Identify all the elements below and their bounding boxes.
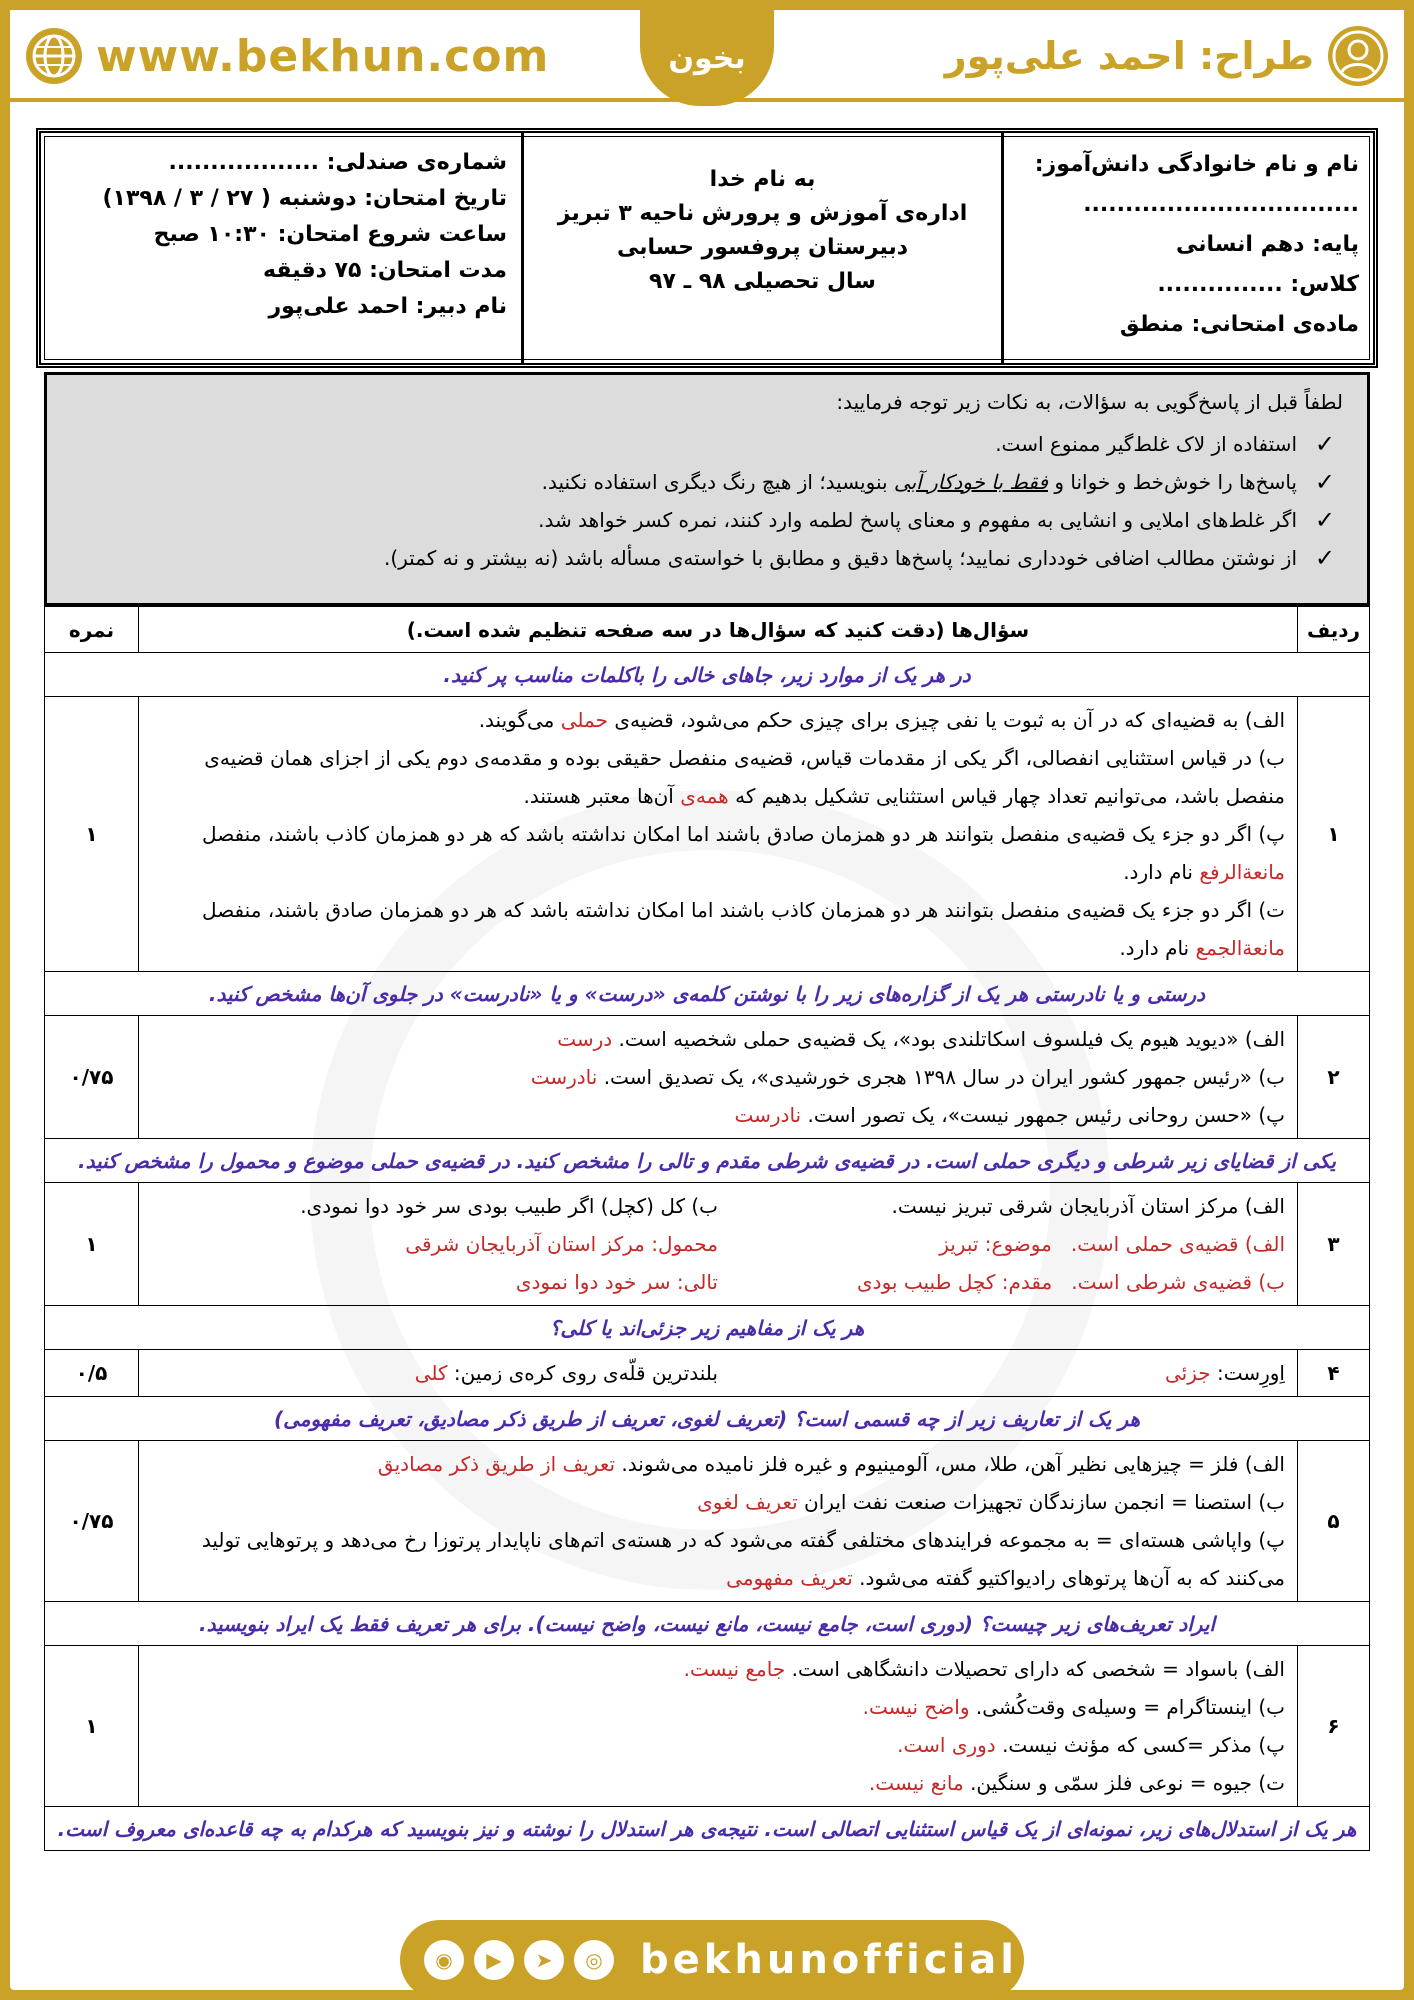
globe-icon bbox=[26, 28, 82, 84]
check-icon: ✓ bbox=[1314, 544, 1335, 572]
question-instruction: هر یک از استدلال‌های زیر، نمونه‌ای از یک قیاس استثنایی اتصالی است. نتیجه‌ی هر استدلال را نوشته و نیز بنویسید که هرکدام به چه قاعده‌ای معروف است. bbox=[45, 1807, 1370, 1851]
website-link[interactable] bbox=[26, 26, 549, 86]
designer-name: طراح: احمد علی‌پور bbox=[944, 34, 1314, 78]
table-header bbox=[45, 607, 1370, 653]
table-row: ۴ اِورِست: جزئی بلندترین قلّه‌ی روی کره‌ی زمین: کلی ۰/۵ bbox=[45, 1350, 1370, 1397]
subject: ماده‌ی امتحانی: منطق bbox=[1119, 312, 1359, 337]
aparat-icon[interactable]: ◉ bbox=[424, 1940, 464, 1980]
education-office: اداره‌ی آموزش و پرورش ناحیه ۳ تبریز bbox=[557, 201, 968, 226]
table-row: ۵ الف) فلز = چیزهایی نظیر آهن، طلا، مس، آلومینیوم و غیره فلز نامیده می‌شوند. تعریف از طریق ذکر مصادیق ب) استصنا = انجمن سازندگان تجهیزات صنعت نفت ایران تعریف لغوی پ) واپاشی هسته‌ای = به مجموعه فرایندهای مختلفی گفته می‌شود که در هسته‌ی اتم‌های ناپایدار پرتوزا رخ می‌دهد و پرتوهایی تولید می‌کنند که به آن‌ها پرتوهای رادیواکتیو گفته می‌شود. تعریف مفهومی ۰/۷۵ bbox=[45, 1441, 1370, 1602]
exam-header bbox=[36, 128, 1378, 368]
question-2: الف) «دیوید هیوم یک فیلسوف اسکاتلندی بود»، یک قضیه‌ی حملی شخصیه است. درست ب) «رئیس جمهور کشور ایران در سال ۱۳۹۸ هجری خورشیدی»، یک تصدیق است. نادرست پ) «حسن روحانی رئیس جمهور نیست»، یک تصور است. نادرست bbox=[139, 1016, 1298, 1139]
check-icon: ✓ bbox=[1314, 468, 1335, 496]
instruction-item: ✓ استفاده از لاک غلط‌گیر ممنوع است. bbox=[71, 425, 1343, 463]
seat-number: شماره‌ی صندلی: .................. bbox=[168, 150, 507, 175]
check-icon: ✓ bbox=[1314, 430, 1335, 458]
question-4: اِورِست: جزئی بلندترین قلّه‌ی روی کره‌ی زمین: کلی bbox=[139, 1350, 1298, 1397]
grade: پایه: دهم انسانی bbox=[1175, 232, 1359, 257]
col-row: ردیف bbox=[1298, 607, 1370, 653]
col-score: نمره bbox=[45, 607, 139, 653]
teacher-name: نام دبیر: احمد علی‌پور bbox=[268, 294, 507, 319]
question-instruction: در هر یک از موارد زیر، جاهای خالی را باکلمات مناسب پر کنید. bbox=[45, 653, 1370, 697]
question-3: الف) مرکز استان آذربایجان شرقی تبریز نیست. ب) کل (کچل) اگر طبیب بودی سر خود دوا نمودی. الف) قضیه‌ی حملی است. موضوع: تبریز محمول: مرکز استان آذربایجان شرقی ب) قضیه‌ی شرطی است. مقدم: کچل طبیب بودی تالی: سر خود دوا نمودی bbox=[139, 1183, 1298, 1306]
question-5: الف) فلز = چیزهایی نظیر آهن، طلا، مس، آلومینیوم و غیره فلز نامیده می‌شوند. تعریف از طریق ذکر مصادیق ب) استصنا = انجمن سازندگان تجهیزات صنعت نفت ایران تعریف لغوی پ) واپاشی هسته‌ای = به مجموعه فرایندهای مختلفی گفته می‌شود که در هسته‌ی اتم‌های ناپایدار پرتوزا رخ می‌دهد و پرتوهایی تولید می‌کنند که به آن‌ها پرتوهای رادیواکتیو گفته می‌شود. تعریف مفهومی bbox=[139, 1441, 1298, 1602]
instagram-icon[interactable]: ◎ bbox=[574, 1940, 614, 1980]
questions-table bbox=[44, 606, 1370, 1851]
exam-date: تاریخ امتحان: دوشنبه ( ۲۷ / ۳ / ۱۳۹۸) bbox=[102, 186, 507, 211]
instruction-item: ✓ از نوشتن مطالب اضافی خودداری نمایید؛ پاسخ‌ها دقیق و مطابق با خواسته‌ی مسأله باشد (نه بیشتر و نه کمتر). bbox=[71, 539, 1343, 577]
school-name: دبیرستان پروفسور حسابی bbox=[616, 235, 909, 260]
instructions-box bbox=[44, 372, 1370, 606]
student-info bbox=[1001, 133, 1373, 363]
youtube-icon[interactable]: ▶ bbox=[474, 1940, 514, 1980]
social-handle[interactable]: bekhunofficial bbox=[640, 1937, 1018, 1983]
question-instruction: درستی و یا نادرستی هر یک از گزاره‌های زیر را با نوشتن کلمه‌ی «درست» و یا «نادرست» در جلوی آن‌ها مشخص کنید. bbox=[45, 972, 1370, 1016]
basmala: به نام خدا bbox=[709, 167, 816, 192]
question-instruction: هر یک از مفاهیم زیر جزئی‌اند یا کلی؟ bbox=[45, 1306, 1370, 1350]
page bbox=[10, 10, 1404, 1990]
question-1: الف) به قضیه‌ای که در آن به ثبوت یا نفی چیزی برای چیزی حکم می‌شود، قضیه‌ی حملی می‌گویند. ب) در قیاس استثنایی انفصالی، اگر یکی از مقدمات قیاس، قضیه‌ی منفصل حقیقی بوده و مقدمه‌ی دوم یکی از اجزای همان قضیه‌ی منفصل باشد، می‌توانیم تعداد چهار قیاس استثنایی تشکیل بدهیم که همه‌ی آن‌ها معتبر هستند. پ) اگر دو جزء یک قضیه‌ی منفصل بتوانند هر دو همزمان صادق باشند اما امکان نداشته باشد که هر دو همزمان کاذب باشند، منفصل مانعةالرفع نام دارد. ت) اگر دو جزء یک قضیه‌ی منفصل بتوانند هر دو همزمان کاذب باشند اما امکان نداشته باشد که هر دو همزمان صادق باشند، منفصل مانعةالجمع نام دارد. bbox=[139, 697, 1298, 972]
user-icon bbox=[1328, 26, 1388, 86]
table-row: ۳ الف) مرکز استان آذربایجان شرقی تبریز نیست. ب) کل (کچل) اگر طبیب بودی سر خود دوا نمودی. الف) قضیه‌ی حملی است. موضوع: تبریز محمول: مرکز استان آذربایجان شرقی ب) قضیه‌ی شرطی است. مقدم: کچل طبیب بودی تالی: سر خود دوا نمودی ۱ bbox=[45, 1183, 1370, 1306]
question-instruction: ایراد تعریف‌های زیر چیست؟ (دوری است، جامع نیست، مانع نیست، واضح نیست). برای هر تعریف فقط یک ایراد بنویسید. bbox=[45, 1602, 1370, 1646]
col-question: سؤال‌ها (دقت کنید که سؤال‌ها در سه صفحه تنظیم شده است.) bbox=[139, 607, 1298, 653]
instruction-item: ✓ اگر غلط‌های املایی و انشایی به مفهوم و معنای پاسخ لطمه وارد کنند، نمره کسر خواهد شد. bbox=[71, 501, 1343, 539]
instructions-intro: لطفاً قبل از پاسخ‌گویی به سؤالات، به نکات زیر توجه فرمایید: bbox=[836, 390, 1343, 414]
question-6: الف) باسواد = شخصی که دارای تحصیلات دانشگاهی است. جامع نیست. ب) اینستاگرام = وسیله‌ی وقت‌کُشی. واضح نیست. پ) مذکر =کسی که مؤنث نیست. دوری است. ت) جیوه = نوعی فلز سمّی و سنگین. مانع نیست. bbox=[139, 1646, 1298, 1807]
brand-logo bbox=[640, 10, 774, 106]
website-text: www.bekhun.com bbox=[96, 30, 550, 82]
designer-credit bbox=[945, 26, 1388, 86]
class: کلاس: ............... bbox=[1157, 272, 1359, 297]
social-footer bbox=[400, 1920, 1024, 2000]
table-row: ۱ الف) به قضیه‌ای که در آن به ثبوت یا نفی چیزی برای چیزی حکم می‌شود، قضیه‌ی حملی می‌گویند. ب) در قیاس استثنایی انفصالی، اگر یکی از مقدمات قیاس، قضیه‌ی منفصل حقیقی بوده و مقدمه‌ی دوم یکی از اجزای همان قضیه‌ی منفصل باشد، می‌توانیم تعداد چهار قیاس استثنایی تشکیل بدهیم که همه‌ی آن‌ها معتبر هستند. پ) اگر دو جزء یک قضیه‌ی منفصل بتوانند هر دو همزمان صادق باشند اما امکان نداشته باشد که هر دو همزمان کاذب باشند، منفصل مانعةالرفع نام دارد. ت) اگر دو جزء یک قضیه‌ی منفصل بتوانند هر دو همزمان کاذب باشند اما امکان نداشته باشد که هر دو همزمان صادق باشند، منفصل مانعةالجمع نام دارد. ۱ bbox=[45, 697, 1370, 972]
question-instruction: یکی از قضایای زیر شرطی و دیگری حملی است. در قضیه‌ی شرطی مقدم و تالی را مشخص کنید. در قضیه‌ی حملی موضوع و محمول را مشخص کنید. bbox=[45, 1139, 1370, 1183]
brand-logo-text: بخون bbox=[668, 40, 746, 76]
exam-info bbox=[41, 133, 521, 363]
check-icon: ✓ bbox=[1314, 506, 1335, 534]
duration: مدت امتحان: ۷۵ دقیقه bbox=[263, 258, 507, 283]
school-year: سال تحصیلی ۹۸ ـ ۹۷ bbox=[649, 269, 876, 294]
student-name-label: نام و نام خانوادگی دانش‌آموز: bbox=[1034, 152, 1359, 177]
telegram-icon[interactable]: ➤ bbox=[524, 1940, 564, 1980]
school-info bbox=[521, 133, 1001, 363]
question-instruction: هر یک از تعاریف زیر از چه قسمی است؟ (تعریف لغوی، تعریف از طریق ذکر مصادیق، تعریف مفهومی) bbox=[45, 1397, 1370, 1441]
start-time: ساعت شروع امتحان: ۱۰:۳۰ صبح bbox=[153, 222, 507, 247]
table-row: ۶ الف) باسواد = شخصی که دارای تحصیلات دانشگاهی است. جامع نیست. ب) اینستاگرام = وسیله‌ی وقت‌کُشی. واضح نیست. پ) مذکر =کسی که مؤنث نیست. دوری است. ت) جیوه = نوعی فلز سمّی و سنگین. مانع نیست. ۱ bbox=[45, 1646, 1370, 1807]
instruction-item: ✓ پاسخ‌ها را خوش‌خط و خوانا و فقط با خودکار آبی بنویسید؛ از هیچ رنگ دیگری استفاده نکنید. bbox=[71, 463, 1343, 501]
student-name-blank: ................................. bbox=[1083, 192, 1359, 217]
table-row: ۲ الف) «دیوید هیوم یک فیلسوف اسکاتلندی بود»، یک قضیه‌ی حملی شخصیه است. درست ب) «رئیس جمهور کشور ایران در سال ۱۳۹۸ هجری خورشیدی»، یک تصدیق است. نادرست پ) «حسن روحانی رئیس جمهور نیست»، یک تصور است. نادرست ۰/۷۵ bbox=[45, 1016, 1370, 1139]
top-banner bbox=[10, 10, 1404, 102]
